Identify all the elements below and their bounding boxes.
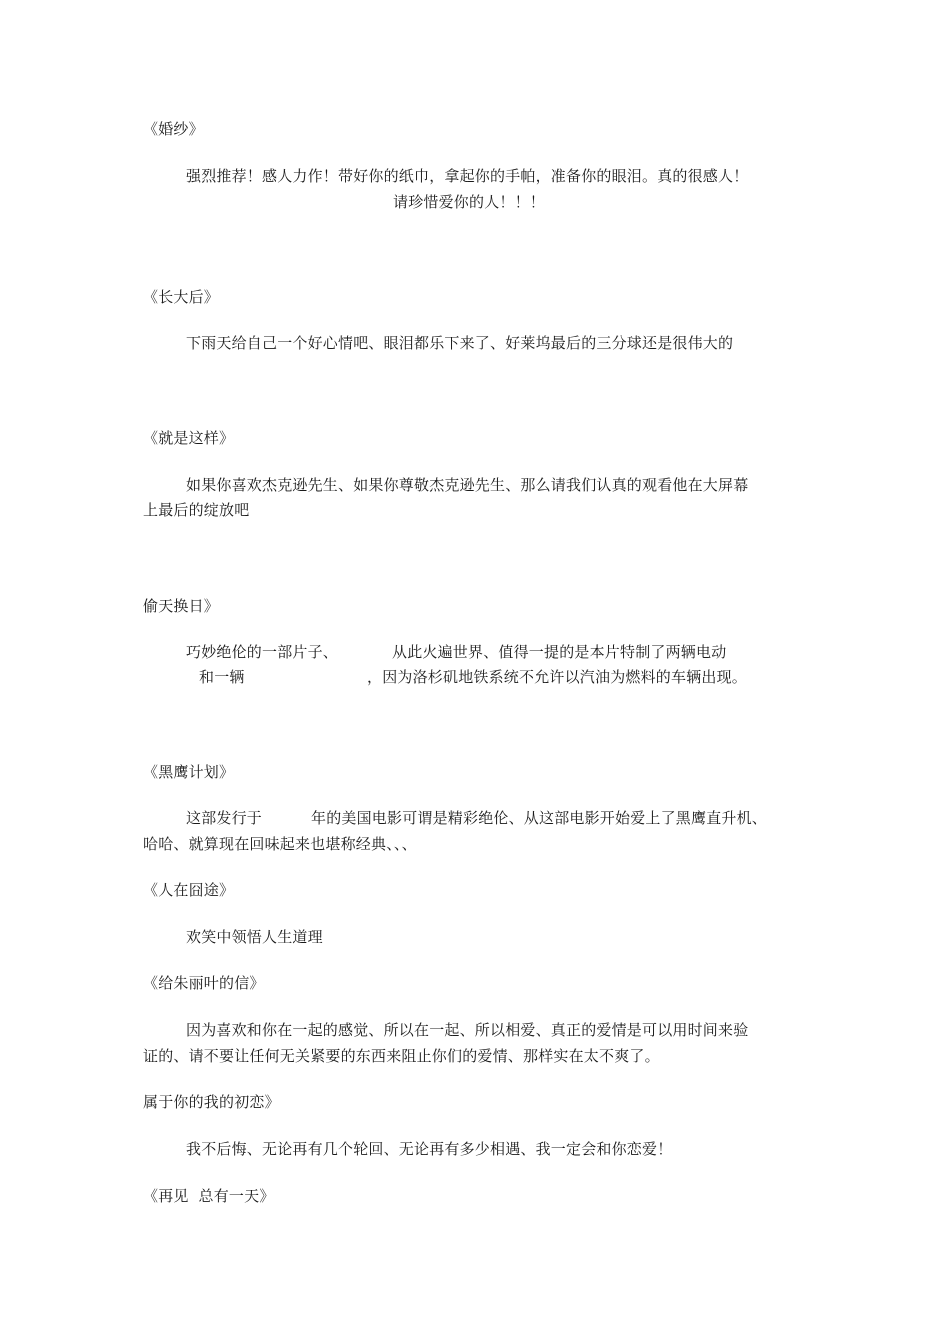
section-text-line: 欢笑中领悟人生道理 [186,928,323,946]
section-text-line: 强烈推荐！感人力作！带好你的纸巾，拿起你的手帕，准备你的眼泪。真的很感人！ [186,167,749,185]
section-text-line: 因为喜欢和你在一起的感觉、所以在一起、所以相爱、真正的爱情是可以用时间来验 [186,1021,749,1039]
section-text-line: 如果你喜欢杰克逊先生、如果你尊敬杰克逊先生、那么请我们认真的观看他在大屏幕 [186,476,749,494]
section-text-line: 年的美国电影可谓是精彩绝伦、从这部电影开始爱上了黑鹰直升机、 [311,809,768,827]
section-text-line: 从此火遍世界、值得一提的是本片特制了两辆电动 [392,643,727,661]
section-title-wedding-dress: 《婚纱》 [143,120,204,138]
section-title-letters-to-juliet: 《给朱丽叶的信》 [143,974,265,992]
section-text-line: 这部发行于 [186,809,263,827]
section-title-goodbye-someday: 《再见 总有一天》 [143,1187,275,1205]
section-title-lost-on-journey: 《人在囧途》 [143,881,235,899]
section-text-line: 证的、请不要让任何无关紧要的东西来阻止你们的爱情、那样实在太不爽了。 [143,1047,660,1065]
section-title-italian-job: 偷天换日》 [143,597,220,615]
section-text-line: 上最后的绽放吧 [143,501,250,519]
section-text-line: 巧妙绝伦的一部片子、 [186,643,339,661]
section-title-this-is-it: 《就是这样》 [143,429,235,447]
section-title-first-love: 属于你的我的初恋》 [143,1093,280,1111]
section-text-line: ，因为洛杉矶地铁系统不允许以汽油为燃料的车辆出现。 [367,668,748,686]
section-text-line: 下雨天给自己一个好心情吧、眼泪都乐下来了、好莱坞最后的三分球还是很伟大的 [186,334,734,352]
section-text-line: 请珍惜爱你的人！！！ [393,193,546,211]
section-title-growing-up: 《长大后》 [143,288,220,306]
section-text-line: 我不后悔、无论再有几个轮回、无论再有多少相遇、我一定会和你恋爱！ [186,1140,673,1158]
section-title-black-hawk: 《黑鹰计划》 [143,763,235,781]
section-text-line: 和一辆 [199,668,245,686]
section-text-line: 哈哈、就算现在回味起来也堪称经典、、、 [143,835,417,853]
